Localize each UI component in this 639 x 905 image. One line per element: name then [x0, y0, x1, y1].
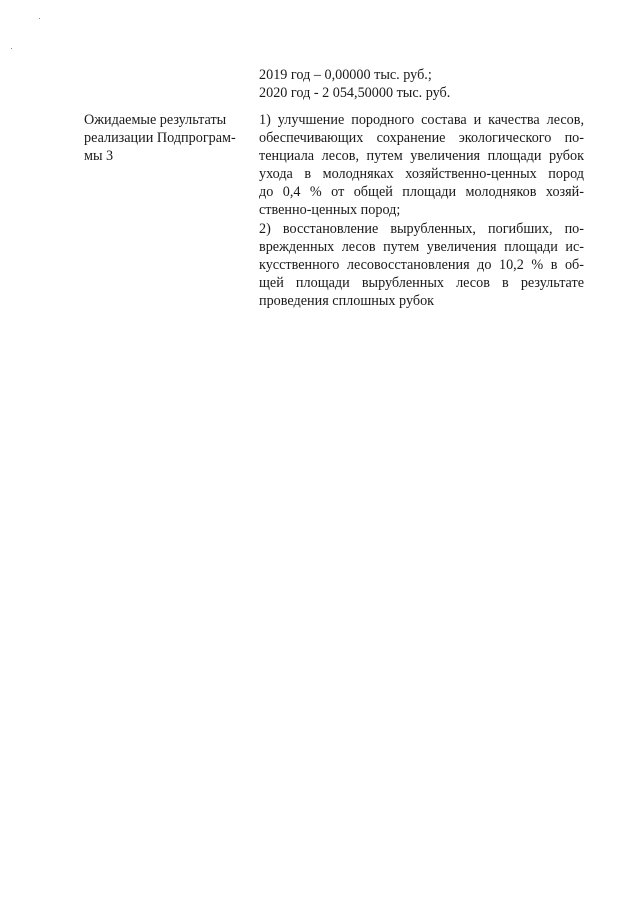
label-line: Ожидаемые результаты: [84, 112, 227, 128]
label-line: реализации Подпрограм-: [84, 130, 236, 146]
result-item-1-line: 1) улучшение породного состава и качества лесов,: [259, 112, 584, 128]
scan-speck: [39, 18, 40, 19]
result-item-2-line: 2) восстановление вырубленных, погибших, по-: [259, 220, 584, 237]
result-item-1-line: ственно-ценных пород;: [259, 202, 401, 219]
scan-speck: [11, 48, 12, 49]
result-item-1-line: обеспечивающих сохранение экологического по-: [259, 130, 584, 147]
result-item-1-line: тенциала лесов, путем увеличения площади рубок: [259, 148, 584, 165]
result-item-2-line: щей площади вырубленных лесов в результате: [259, 274, 584, 291]
result-item-2-line: проведения сплошных рубок: [259, 292, 435, 309]
funding-2020-line: 2020 год - 2 054,50000 тыс. руб.: [259, 85, 451, 101]
funding-2019-line: 2019 год – 0,00000 тыс. руб.;: [259, 67, 432, 83]
label-line: мы 3: [84, 148, 114, 164]
expected-results-text: [259, 111, 584, 310]
result-item-1-line: до 0,4 % от общей площади молодняков хозяй-: [259, 184, 584, 201]
result-item-2-line: кусственного лесовосстановления до 10,2 % в об-: [259, 256, 584, 273]
expected-results-label: [84, 111, 254, 165]
result-item-1-line: ухода в молодняках хозяйственно-ценных пород: [259, 166, 584, 183]
result-item-2-line: врежденных лесов путем увеличения площади ис-: [259, 238, 584, 255]
